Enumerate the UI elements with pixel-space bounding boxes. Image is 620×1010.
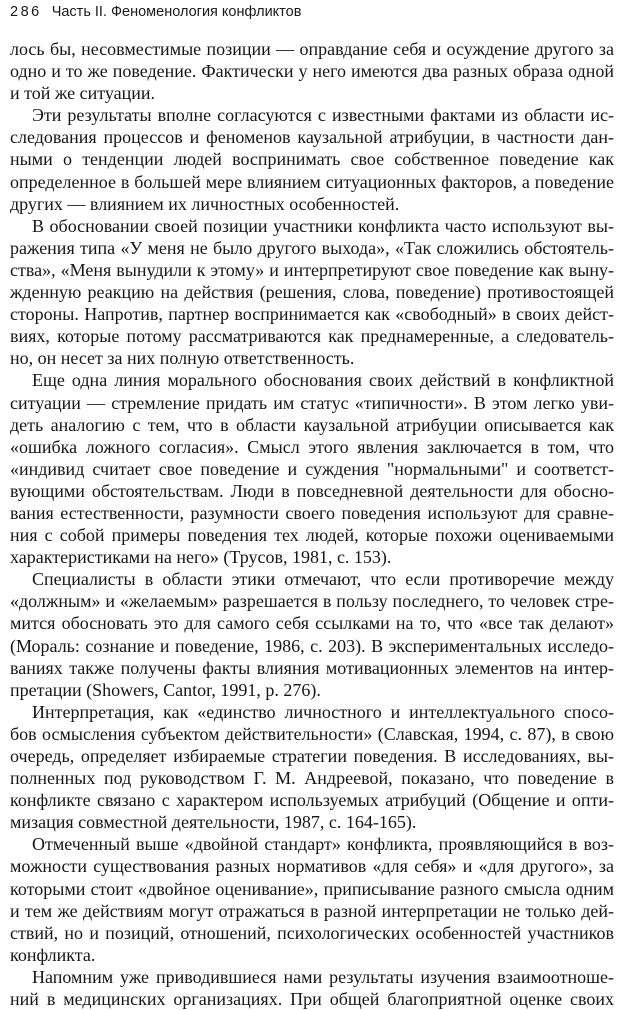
text-line: очередь, определяет избираемые стратегии поведения. В исследованиях, вы- — [10, 746, 614, 766]
body-text — [10, 38, 614, 1010]
text-line: деть аналогию с тем, что в области каузальной атрибуции описывается как — [10, 414, 614, 435]
running-header — [10, 2, 610, 22]
text-line: мизация совместной деятельности, 1987, с. 164-165). — [10, 812, 417, 833]
text-line: вания естественности, разумности своего поведения используют для сравне- — [10, 502, 614, 523]
running-title: Часть II. Феноменология конфликтов — [51, 4, 302, 20]
text-line: «ошибка ложного согласия». Смысл этого явления заключается в том, что — [10, 436, 614, 457]
text-line: ражения типа «У меня не было другого выхода», «Так сложились обстоятель- — [10, 237, 614, 258]
text-line: но, он несет за них полную ответственность. — [10, 348, 355, 369]
text-line: полненных под руководством Г. М. Андреевой, показано, что поведение в — [10, 768, 614, 789]
text-line: и той же ситуации. — [10, 83, 155, 104]
text-line: конфликта. — [10, 944, 96, 965]
text-line: ний в медицинских организациях. При общей благоприятной оценке своих — [10, 989, 614, 1010]
text-line: Интерпретация, как «единство личностного и интеллектуального спосо- — [32, 701, 614, 722]
text-line: Специалисты в области этики отмечают, что если противоречие между — [32, 569, 614, 590]
text-line: жденную реакцию на действия (решения, слова, поведение) противостоящей — [10, 282, 614, 303]
text-line: Напомним уже приводившиеся нами результаты изучения взаимоотноше- — [32, 966, 614, 987]
text-line: ствий, но и позиций, отношений, психологических особенностей участников — [10, 922, 614, 943]
text-line: и тем же действиям могут отражаться в разной интерпретации не только дей- — [10, 900, 614, 921]
text-line: стороны. Напротив, партнер воспринимается как «свободный» в своих дейст- — [10, 304, 614, 325]
text-line: других — влиянием их личностных особенностей. — [10, 193, 400, 214]
text-line: претации (Showers, Cantor, 1991, p. 276). — [10, 679, 321, 700]
text-line: мится обосновать это для самого себя ссылками на то, что «все так делают» — [10, 613, 614, 634]
text-line: которыми стоит «двойное оценивание», приписывание разного смысла одним — [10, 878, 614, 899]
text-line: ными о тенденции людей воспринимать свое собственное поведение как — [10, 149, 614, 170]
text-line: Отмеченный выше «двойной стандарт» конфликта, проявляющийся в воз- — [32, 834, 614, 855]
text-line: Еще одна линия морального обоснования своих действий в конфликтной — [32, 370, 614, 391]
text-line: (Мораль: сознание и поведение, 1986, с. 203). В экспериментальных исследо- — [10, 635, 614, 656]
text-line: «должным» и «желаемым» разрешается в пользу последнего, то человек стре- — [10, 591, 614, 612]
text-line: «индивид считает свое поведение и суждения "нормальными" и соответст- — [10, 458, 614, 479]
text-line: ваниях также получены факты влияния мотивационных элементов на интер- — [10, 657, 614, 678]
text-line: Эти результаты вполне согласуются с известными фактами из области ис- — [32, 105, 614, 126]
text-line: ства», «Меня вынудили к этому» и интерпретируют свое поведение как выну- — [10, 259, 614, 280]
text-line: виях, которые потому рассматриваются как преднамеренные, а следователь- — [10, 326, 614, 347]
text-line: можности существования разных нормативов «для себя» и «для другого», за — [10, 856, 614, 877]
text-line: одно и то же поведение. Фактически у него имеются два разных образа одной — [10, 61, 614, 82]
text-line: характеристиками на него» (Трусов, 1981, с. 153). — [10, 547, 392, 568]
text-line: В обосновании своей позиции участники конфликта часто используют вы- — [32, 215, 614, 236]
text-line: следования процессов и феноменов каузальной атрибуции, в частности дан- — [10, 127, 614, 148]
text-line: определенное в большей мере влиянием ситуационных факторов, а поведение — [10, 171, 614, 192]
text-line: бов осмысления субъектом действительности» (Славская, 1994, с. 87), в свою — [10, 723, 614, 744]
text-line: ситуации — стремление придать им статус «типичности». В этом легко уви- — [10, 392, 614, 413]
text-line: конфликте связано с характером используемых атрибуций (Общение и опти- — [10, 790, 614, 811]
text-line: лось бы, несовместимые позиции — оправдание себя и осуждение другого за — [10, 39, 614, 59]
text-line: ния с собой примеры поведения тех людей, которые похожи оцениваемыми — [10, 525, 614, 546]
page-number: 286 — [10, 4, 42, 20]
text-line: вующими обстоятельствам. Люди в повседневной деятельности для обосно- — [10, 480, 614, 501]
